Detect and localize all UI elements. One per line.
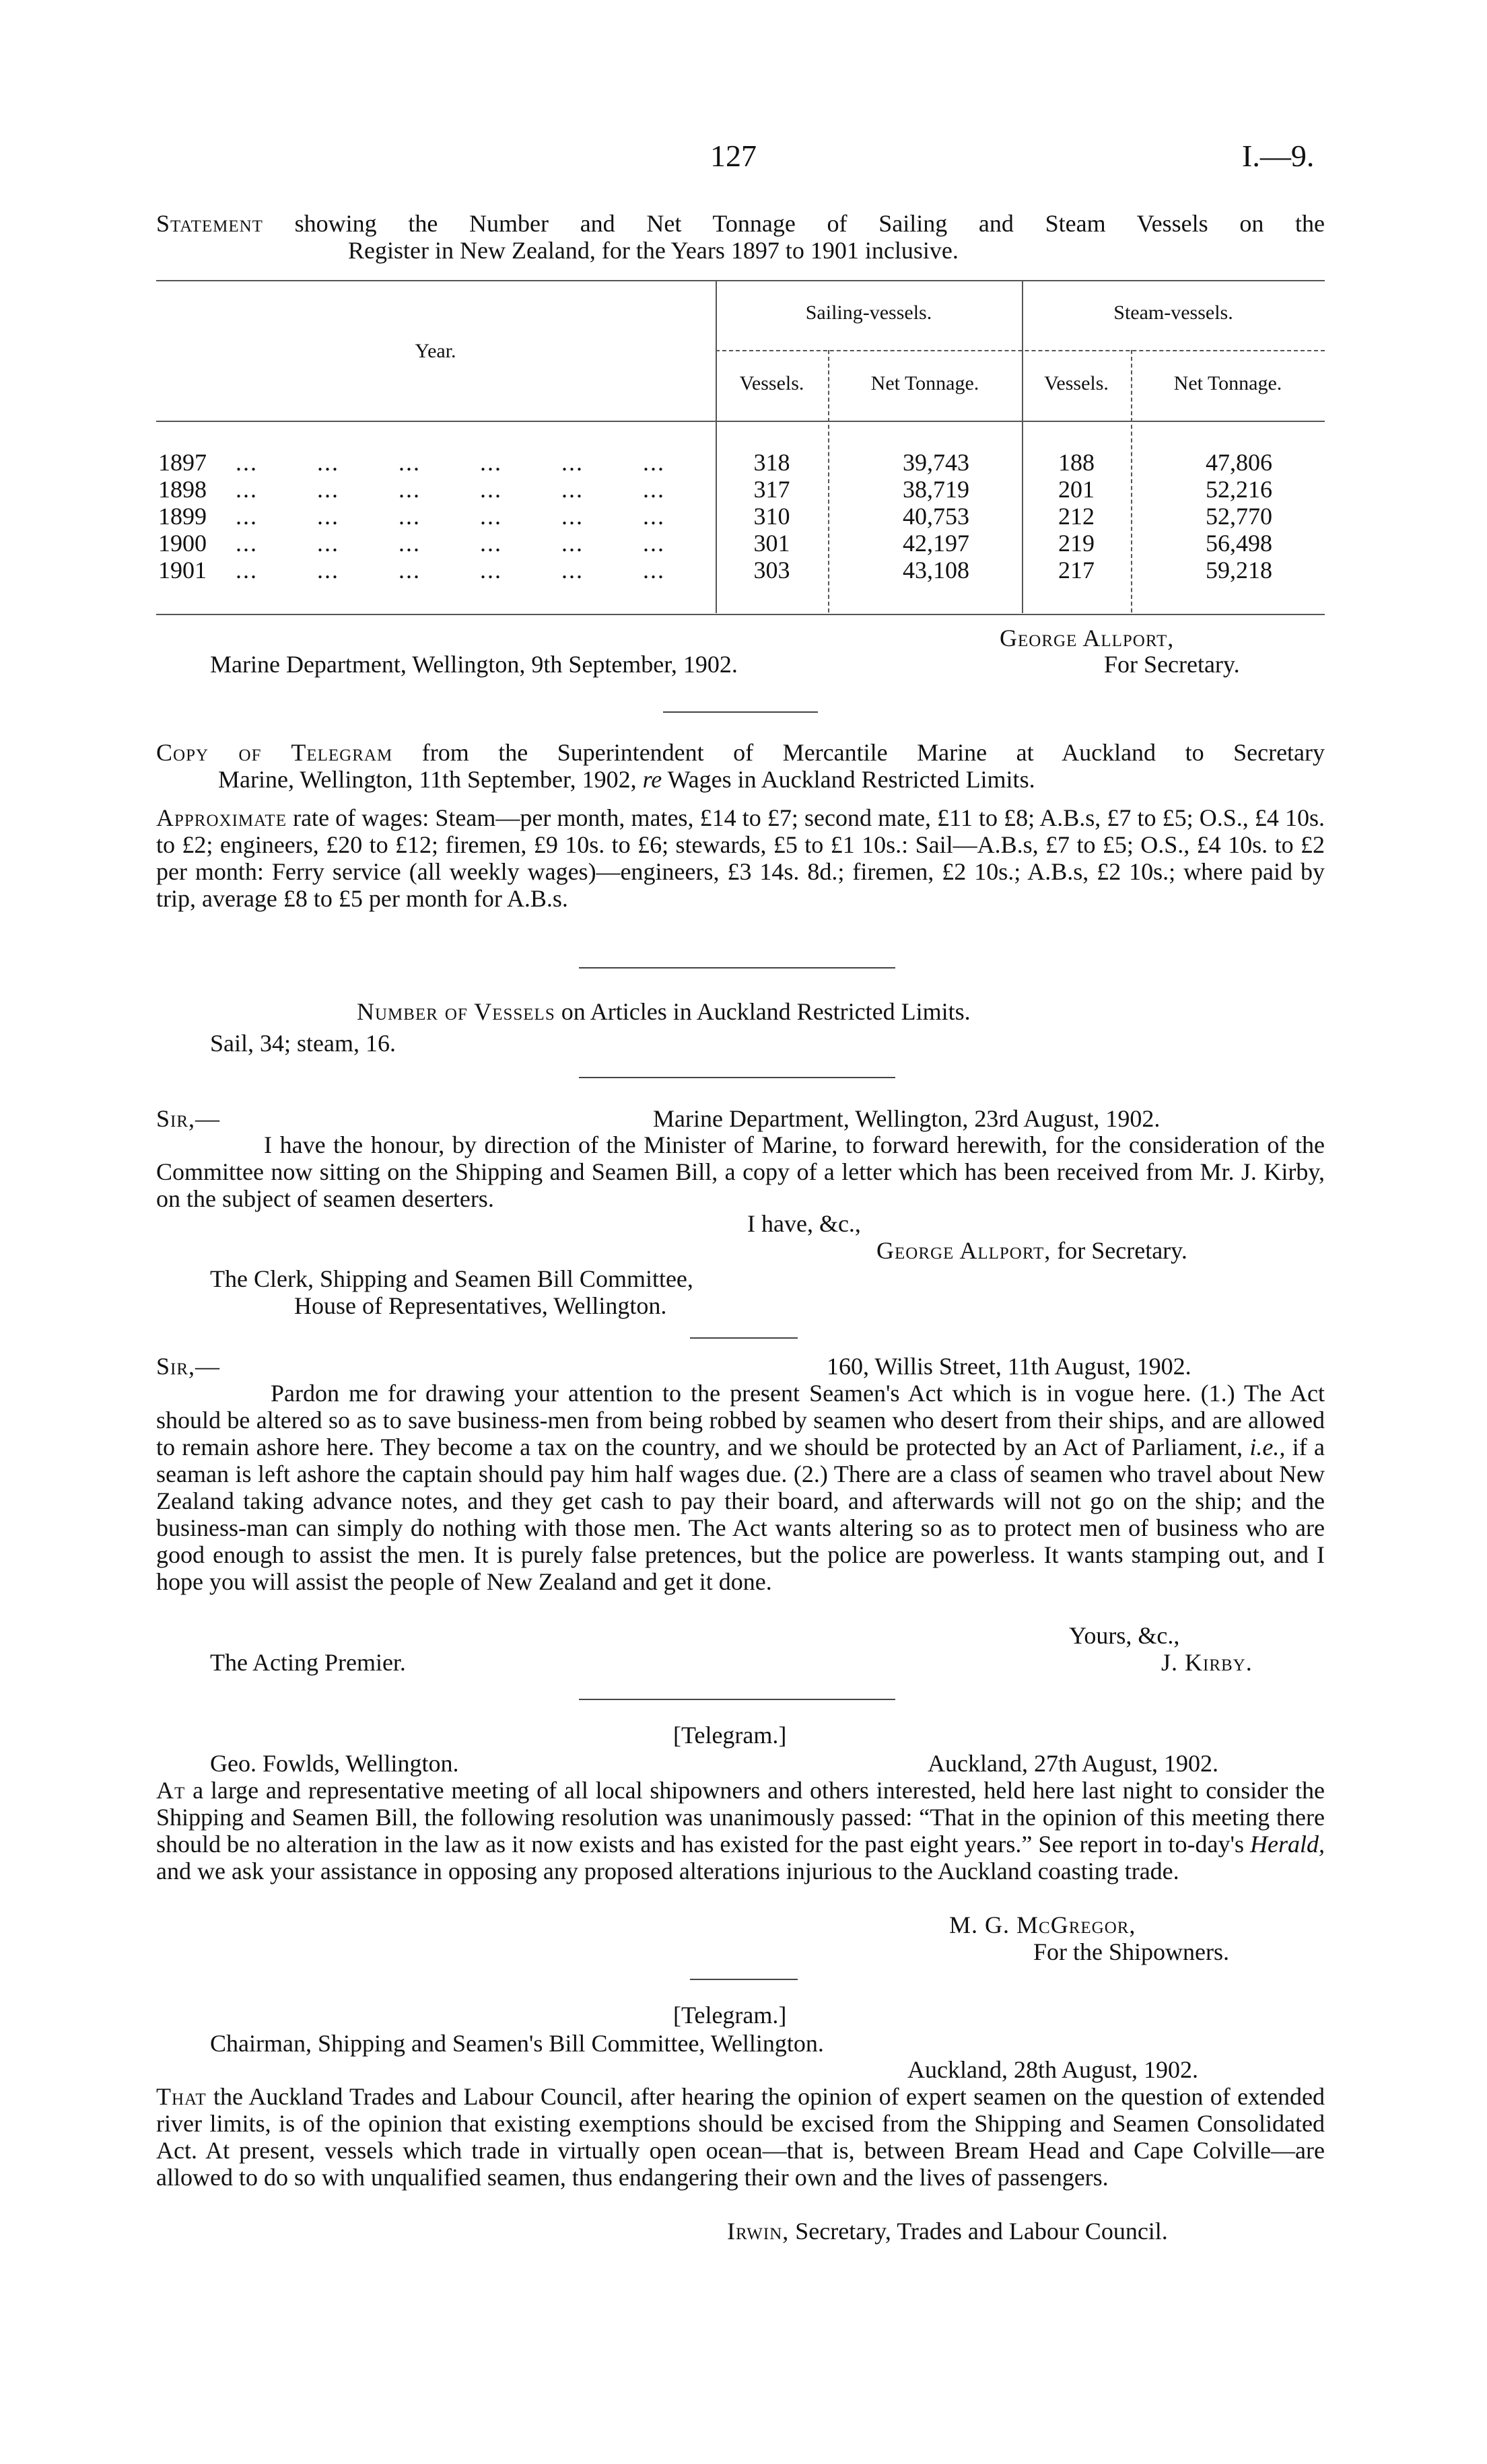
leader-dots: ... ... ... ... ... ... [236, 449, 665, 476]
vessels-count-line: Sail, 34; steam, 16. [210, 1030, 396, 1057]
telegram1-signature-role: For the Shipowners. [1033, 1938, 1229, 1965]
telegram1-dateline: Auckland, 27th August, 1902. [928, 1750, 1218, 1777]
letter1-signature [876, 1237, 1187, 1264]
vessels-count-title [357, 998, 971, 1025]
telegram-copy-lead: Copy of Telegram [156, 739, 393, 766]
cell-sail-tonnage: 42,197 [903, 530, 969, 557]
section-divider [690, 1979, 798, 1980]
telegram2-body-text: the Auckland Trades and Labour Council, after hearing the opinion of expert seamen on the question of extended river limits, is of the opinion that existing exemptions should be excised from the Shipping and Seamen Consolidated Act. At present, vessels which trade in virtually open ocean—that is, between Bream Head and Cape Colville—are allowed to do so with unqualified seamen, thus endangering their own and the lives of passengers. [156, 2083, 1325, 2191]
table-bottom-rule [156, 614, 1325, 615]
cell-sail-tonnage: 40,753 [903, 503, 969, 530]
leader-dots: ... ... ... ... ... ... [236, 476, 665, 503]
statement-dateline: Marine Department, Wellington, 9th September, 1902. [210, 651, 738, 678]
statement-signatory-name: George Allport, [1000, 625, 1175, 652]
letter1-addressee2: House of Representatives, Wellington. [294, 1292, 667, 1319]
cell-steam-tonnage: 59,218 [1206, 557, 1272, 584]
letter2-dateline: 160, Willis Street, 11th August, 1902. [827, 1353, 1191, 1380]
cell-sail-vessels: 310 [753, 503, 790, 530]
letter2-body-a: Pardon me for drawing your attention to the present Seamen's Act which is in vogue here. (1.) The Act should be altered so as to save business-men from being robbed by seamen who desert from their ships, and are allowed to remain ashore here. They become a tax on the country, and we should be protected by an Act of Parliament, [156, 1380, 1325, 1460]
telegram-copy-title-line1: from the Superintendent of Mercantile Marine at Auckland to Secretary [421, 739, 1325, 766]
letter1-signature-name: George Allport, [876, 1237, 1051, 1264]
cell-year: 1899 [158, 503, 207, 530]
wages-paragraph [156, 804, 1325, 912]
statement-signatory-role: For Secretary. [1104, 651, 1240, 678]
telegram-copy-title [156, 739, 1325, 793]
vessels-count-title-text: on Articles in Auckland Restricted Limits. [561, 998, 971, 1025]
section-divider [579, 1699, 895, 1700]
cell-steam-tonnage: 52,770 [1206, 503, 1272, 530]
cell-steam-tonnage: 52,216 [1206, 476, 1272, 503]
telegram1-signature: M. G. McGregor, [949, 1911, 1136, 1938]
statement-signatory [1000, 625, 1174, 652]
letter1-dateline: Marine Department, Wellington, 23rd August, 1902. [653, 1105, 1161, 1132]
letter1-body: I have the honour, by direction of the Minister of Marine, to forward herewith, for the consideration of the Committee now sitting on the Shipping and Seamen Bill, a copy of a letter which has been received from Mr. J. Kirby, on the subject of seamen deserters. [156, 1131, 1325, 1212]
telegram2-dateline: Auckland, 28th August, 1902. [907, 2056, 1198, 2083]
cell-steam-vessels: 212 [1058, 503, 1095, 530]
telegram2-signature-role: Secretary, Trades and Labour Council. [795, 2218, 1168, 2245]
cell-steam-vessels: 219 [1058, 530, 1095, 557]
leader-dots: ... ... ... ... ... ... [236, 557, 665, 584]
cell-sail-tonnage: 38,719 [903, 476, 969, 503]
cell-sail-tonnage: 43,108 [903, 557, 969, 584]
letter1-salutation: Sir,— [156, 1105, 221, 1132]
letter2-body-b: if a seaman is left ashore the captain should pay him half wages due. (2.) There are a class of seamen who travel about New Zealand taking advance notes, and they get cash to pay their board, and afterwards will not go on the ship; and the business-man can simply do nothing with those men. The Act wants altering so as to protect men of business who are good enough to assist the men. It is purely false pretences, but the police are powerless. It wants stamping out, and I hope you will assist the people of New Zealand and get it done. [156, 1434, 1325, 1595]
cell-steam-vessels: 217 [1058, 557, 1095, 584]
letter1-closing: I have, &c., [747, 1210, 861, 1237]
section-divider [579, 1077, 895, 1078]
cell-sail-vessels: 317 [753, 476, 790, 503]
section-divider [663, 711, 818, 713]
table-top-rule [156, 280, 1325, 281]
telegram1-herald: Herald, [1250, 1831, 1325, 1858]
cell-year: 1897 [158, 449, 207, 476]
letter2-signature: J. Kirby. [1161, 1649, 1253, 1676]
cell-year: 1900 [158, 530, 207, 557]
letter2-body-ie: i.e., [1249, 1434, 1286, 1460]
telegram-copy-re: re [642, 766, 662, 793]
cell-steam-tonnage: 56,498 [1206, 530, 1272, 557]
statement-title-line1: showing the Number and Net Tonnage of Sailing and Steam Vessels on the [294, 210, 1325, 237]
telegram1-heading: [Telegram.] [673, 1722, 787, 1749]
cell-steam-vessels: 201 [1058, 476, 1095, 503]
letter2-salutation: Sir,— [156, 1353, 221, 1380]
header-steam: Steam-vessels. [1113, 302, 1233, 324]
letter2-closing: Yours, &c., [1069, 1622, 1180, 1649]
telegram2-lead: That [156, 2083, 207, 2110]
cell-sail-vessels: 318 [753, 449, 790, 476]
leader-dots: ... ... ... ... ... ... [236, 530, 665, 557]
cell-steam-tonnage: 47,806 [1206, 449, 1272, 476]
table-subheader-rule [716, 350, 1325, 351]
cell-sail-tonnage: 39,743 [903, 449, 969, 476]
statement-title-line2: Register in New Zealand, for the Years 1897 to 1901 inclusive. [348, 237, 959, 264]
telegram-copy-title-line2b: Wages in Auckland Restricted Limits. [667, 766, 1035, 793]
header-year: Year. [415, 340, 456, 362]
wages-lead: Approximate [156, 804, 287, 831]
letter2-body [156, 1380, 1325, 1595]
telegram-copy-title-line2a: Marine, Wellington, 11th September, 1902, [218, 766, 637, 793]
page-number: 127 [710, 139, 757, 173]
telegram2-to: Chairman, Shipping and Seamen's Bill Committee, Wellington. [210, 2030, 824, 2057]
telegram2-body [156, 2083, 1325, 2191]
header-sailing: Sailing-vessels. [805, 302, 932, 324]
cell-sail-vessels: 303 [753, 557, 790, 584]
header-sail-vessels: Vessels. [739, 372, 804, 394]
leader-dots: ... ... ... ... ... ... [236, 503, 665, 530]
vessels-count-lead: Number of Vessels [357, 998, 555, 1025]
letter1-signature-role: for Secretary. [1057, 1237, 1187, 1264]
section-divider [690, 1337, 798, 1339]
telegram1-body [156, 1777, 1325, 1885]
letter1-addressee1: The Clerk, Shipping and Seamen Bill Committee, [210, 1265, 693, 1292]
table-header-rule [156, 421, 1325, 422]
telegram1-to: Geo. Fowlds, Wellington. [210, 1750, 459, 1777]
header-steam-tonnage: Net Tonnage. [1173, 372, 1282, 394]
statement-title [156, 210, 1325, 264]
section-divider [579, 967, 895, 969]
header-sail-tonnage: Net Tonnage. [870, 372, 979, 394]
telegram1-lead: At [156, 1777, 186, 1804]
letter2-addressee: The Acting Premier. [210, 1649, 406, 1676]
telegram2-signature-name: Irwin, [727, 2218, 790, 2245]
document-id: I.—9. [1242, 139, 1315, 173]
telegram2-heading: [Telegram.] [673, 2002, 787, 2029]
cell-steam-vessels: 188 [1058, 449, 1095, 476]
cell-year: 1901 [158, 557, 207, 584]
telegram2-signature [727, 2218, 1168, 2245]
cell-year: 1898 [158, 476, 207, 503]
header-steam-vessels: Vessels. [1044, 372, 1109, 394]
wages-body: rate of wages: Steam—per month, mates, £14 to £7; second mate, £11 to £8; A.B.s, £7 to £5; O.S., £4 10s. to £2; engineers, £20 to £12; firemen, £9 10s. to £6; stewards, £5 to £1 10s.: Sail—A.B.s, £7 to £5; O.S., £4 10s. to £2 per month: Ferry service (all weekly wages)—engineers, £3 14s. 8d.; firemen, £2 10s.; A.B.s, £2 10s.; where paid by trip, average £8 to £5 per month for A.B.s. [156, 804, 1325, 912]
telegram1-body-a: a large and representative meeting of all local shipowners and others interested, held here last night to consider the Shipping and Seamen Bill, the following resolution was unanimously passed: “That in the opinion of this meeting there should be no alteration in the law as it now exists and has existed for the past eight years.” See report in to-day's [156, 1777, 1325, 1858]
statement-lead: Statement [156, 210, 263, 237]
telegram1-body-b: and we ask your assistance in opposing any proposed alterations injurious to the Auckland coasting trade. [156, 1858, 1179, 1885]
cell-sail-vessels: 301 [753, 530, 790, 557]
